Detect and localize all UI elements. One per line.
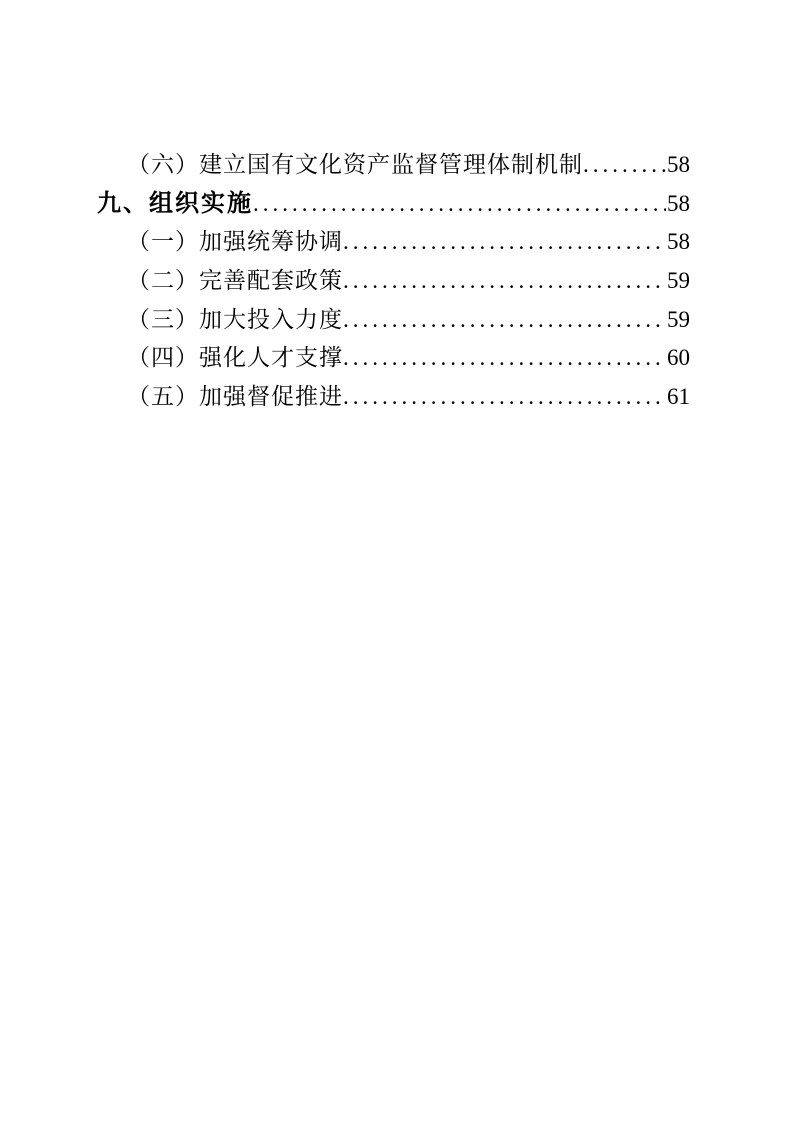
toc-page-number: 58 xyxy=(667,152,690,177)
toc-entry-label: （五）加强督促推进 xyxy=(127,384,343,410)
toc-row[interactable] xyxy=(97,185,690,224)
toc-entry-label: （六）建立国有文化资产监督管理体制机制 xyxy=(127,152,583,177)
toc-page-number: 59 xyxy=(667,306,690,332)
toc-entry-label: 九、组织实施 xyxy=(97,189,253,217)
table-of-contents xyxy=(97,146,690,417)
toc-row[interactable] xyxy=(97,262,690,301)
toc-leader-dots xyxy=(583,146,666,185)
toc-entry-label: （一）加强统筹协调 xyxy=(127,229,343,255)
toc-leader-dots xyxy=(343,339,666,378)
toc-entry-label: （二）完善配套政策 xyxy=(127,268,343,294)
toc-page-number: 58 xyxy=(667,190,690,216)
toc-leader-dots xyxy=(343,223,666,262)
toc-entry-label: （三）加大投入力度 xyxy=(127,306,343,332)
toc-page-number: 60 xyxy=(667,345,690,371)
toc-entry-label: （四）强化人才支撑 xyxy=(127,345,343,371)
toc-leader-dots xyxy=(343,301,666,340)
toc-row[interactable] xyxy=(97,339,690,378)
toc-leader-dots xyxy=(343,378,666,417)
toc-row[interactable] xyxy=(97,378,690,417)
toc-row[interactable] xyxy=(97,223,690,262)
toc-leader-dots xyxy=(343,262,666,301)
toc-page-number: 59 xyxy=(667,268,690,294)
toc-page-number: 58 xyxy=(667,229,690,255)
toc-row[interactable] xyxy=(97,301,690,340)
toc-page-number: 61 xyxy=(667,384,690,410)
toc-row[interactable] xyxy=(97,146,690,185)
toc-leader-dots xyxy=(253,185,666,224)
